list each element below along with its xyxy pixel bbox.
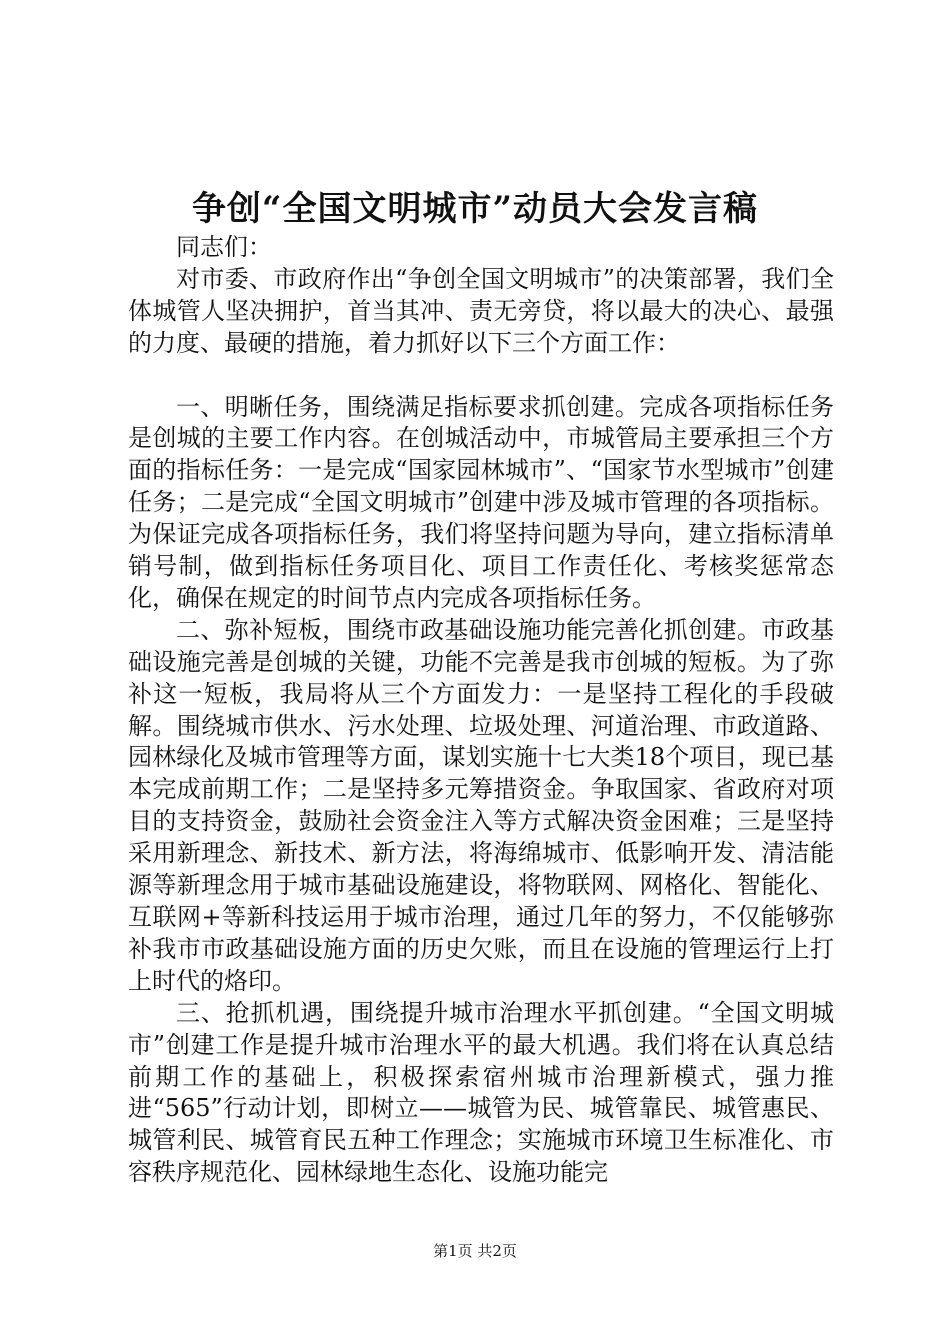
section-three-paragraph: 三、抢抓机遇，围绕提升城市治理水平抓创建。“全国文明城市”创建工作是提升城市治理水平的最大机遇。我们将在认真总结前期工作的基础上，积极探索宿州城市治理新模式，强力推进“565”行动计划，即树立——城管为民、城管靠民、城管惠民、城管利民、城管育民五种工作理念；实施城市环境卫生标准化、市容秩序规范化、园林绿地生态化、设施功能完	[128, 998, 834, 1187]
section-two-paragraph: 二、弥补短板，围绕市政基础设施功能完善化抓创建。市政基础设施完善是创城的关键，功能不完善是我市创城的短板。为了弥补这一短板，我局将从三个方面发力：一是坚持工程化的手段破解。围绕城市供水、污水处理、垃圾处理、河道治理、市政道路、园林绿化及城市管理等方面，谋划实施十七大类18个项目，现已基本完成前期工作；二是坚持多元筹措资金。争取国家、省政府对项目的支持资金，鼓励社会资金注入等方式解决资金困难；三是坚持采用新理念、新技术、新方法，将海绵城市、低影响开发、清洁能源等新理念用于城市基础设施建设，将物联网、网格化、智能化、互联网+等新科技运用于城市治理，通过几年的努力，不仅能够弥补我市市政基础设施方面的历史欠账，而且在设施的管理运行上打上时代的烙印。	[128, 615, 834, 995]
document-title: 争创“全国文明城市”动员大会发言稿	[191, 189, 759, 229]
greeting-line: 同志们：	[176, 233, 272, 261]
page-number-footer: 第1页 共2页	[433, 1242, 517, 1260]
intro-paragraph: 对市委、市政府作出“争创全国文明城市”的决策部署，我们全体城管人坚决拥护，首当其冲、责无旁贷，将以最大的决心、最强的力度、最硬的措施，着力抓好以下三个方面工作：	[128, 264, 834, 357]
document-body	[128, 232, 834, 1189]
section-one-paragraph: 一、明晰任务，围绕满足指标要求抓创建。完成各项指标任务是创城的主要工作内容。在创城活动中，市城管局主要承担三个方面的指标任务：一是完成“国家园林城市”、“国家节水型城市”创建任务；二是完成“全国文明城市”创建中涉及城市管理的各项指标。为保证完成各项指标任务，我们将坚持问题为导向，建立指标清单销号制，做到指标任务项目化、项目工作责任化、考核奖惩常态化，确保在规定的时间节点内完成各项指标任务。	[128, 392, 834, 612]
